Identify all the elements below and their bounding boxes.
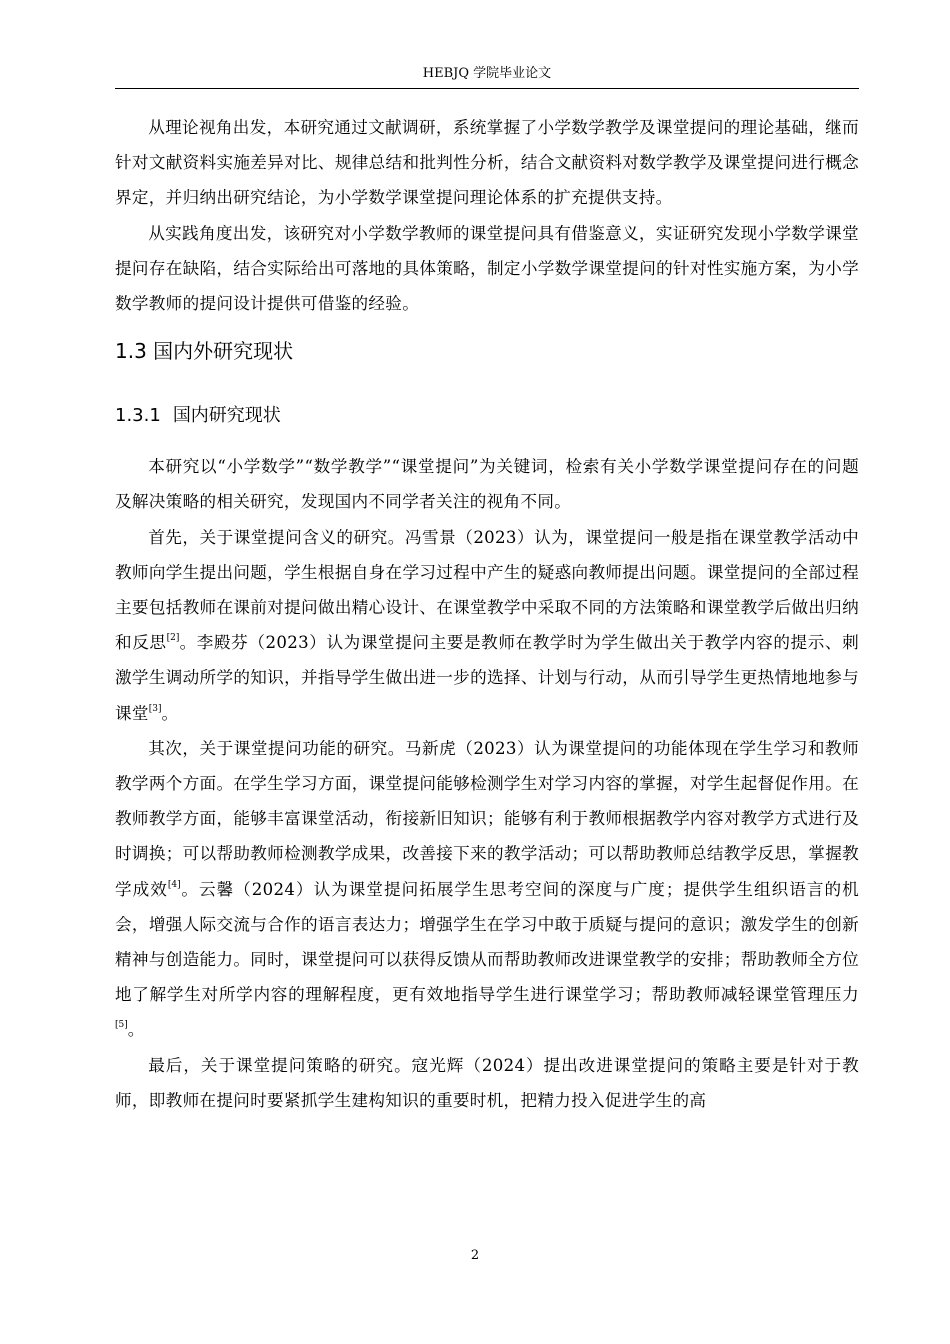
- section-heading-1-3: 1.3 国内外研究现状: [115, 339, 294, 364]
- running-header: HEBJQ 学院毕业论文: [422, 66, 552, 81]
- paragraph-practice: 从实践角度出发，该研究对小学数学教师的课堂提问具有借鉴意义，实证研究发现小学数学课堂提问存在缺陷，结合实际给出可落地的具体策略，制定小学数学课堂提问的针对性实施方案，为小学数学教师的提问设计提供可借鉴的经验。: [115, 223, 859, 314]
- citation-4: [4]: [167, 879, 181, 890]
- subsection-heading-1-3-1: [115, 403, 859, 429]
- page-content: [115, 110, 859, 1118]
- subsection-number: 1.3.1: [115, 405, 161, 427]
- paragraph-theory: 从理论视角出发，本研究通过文献调研，系统掌握了小学数学教学及课堂提问的理论基础，继而针对文献资料实施差异对比、规律总结和批判性分析，结合文献资料对数学教学及课堂提问进行概念界定，并归纳出研究结论，为小学数学课堂提问理论体系的扩充提供支持。: [115, 118, 859, 208]
- paragraph-function-part2: 。云馨（2024）认为课堂提问拓展学生思考空间的深度与广度；提供学生组织语言的机会，增强人际交流与合作的语言表达力；增强学生在学习中敢于质疑与提问的意识；激发学生的创新精神与创造能力。同时，课堂提问可以获得反馈从而帮助教师改进课堂教学的安排；帮助教师全方位地了解学生对所学内容的理解程度，更有效地指导学生进行课堂学习；帮助教师减轻课堂管理压力: [115, 879, 859, 1005]
- citation-5: [5]: [115, 1020, 128, 1031]
- paragraph-strategy: 最后，关于课堂提问策略的研究。寇光辉（2024）提出改进课堂提问的策略主要是针对于教师，即教师在提问时要紧抓学生建构知识的重要时机，把精力投入促进学生的高: [115, 1055, 859, 1110]
- paragraph-meaning-part1: 首先，关于课堂提问含义的研究。冯雪景（2023）认为，课堂提问一般是指在课堂教学活动中教师向学生提出问题，学生根据自身在学习过程中产生的疑惑向教师提出问题。课堂提问的全部过程主要包括教师在课前对提问做出精心设计、在课堂教学中采取不同的方法策略和课堂教学后做出归纳和反思: [115, 527, 859, 653]
- paragraph-function: [115, 731, 859, 1048]
- subsection-title: 国内研究现状: [172, 405, 281, 427]
- citation-3: [3]: [148, 703, 162, 714]
- paragraph-function-part1: 其次，关于课堂提问功能的研究。马新虎（2023）认为课堂提问的功能体现在学生学习和教师教学两个方面。在学生学习方面，课堂提问能够检测学生对学习内容的掌握，对学生起督促作用。在教师教学方面，能够丰富课堂活动，衔接新旧知识；能够有利于教师根据教学内容对教学方式进行及时调换；可以帮助教师检测教学成果，改善接下来的教学活动；可以帮助教师总结教学反思，掌握教学成效: [115, 738, 859, 899]
- header-rule: [115, 88, 859, 89]
- paragraph-meaning-part3: 。: [161, 703, 179, 723]
- paragraph-meaning: [115, 520, 859, 731]
- paragraph-keywords: 本研究以“小学数学”“数学教学”“课堂提问”为关键词，检索有关小学数学课堂提问存在的问题及解决策略的相关研究，发现国内不同学者关注的视角不同。: [115, 457, 859, 512]
- page-number: 2: [470, 1248, 480, 1263]
- paragraph-meaning-part2: 。李殿芬（2023）认为课堂提问主要是教师在教学时为学生做出关于教学内容的提示、刺激学生调动所学的知识，并指导学生做出进一步的选择、计划与行动，从而引导学生更热情地地参与课堂: [115, 633, 860, 723]
- paragraph-function-part3: 。: [127, 1020, 145, 1040]
- citation-2: [2]: [166, 633, 180, 644]
